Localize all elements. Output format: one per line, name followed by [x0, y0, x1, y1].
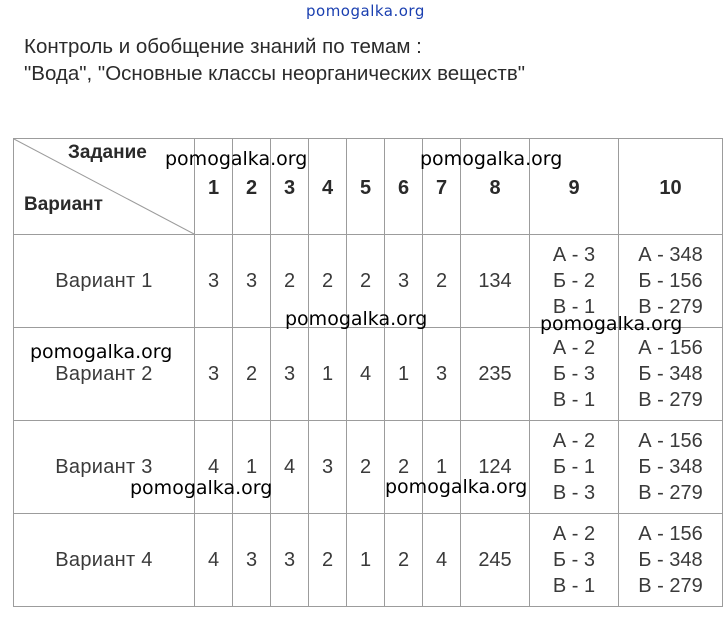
answer-cell-9 — [530, 328, 619, 421]
answer-cell: 1 — [233, 421, 271, 514]
variant-label: Вариант 3 — [14, 421, 195, 514]
corner-header-cell — [14, 139, 195, 235]
answer-cell: 2 — [385, 421, 423, 514]
answer-cell: 134 — [461, 235, 530, 328]
answer-cell: 2 — [309, 235, 347, 328]
watermark: pomogalka.org — [540, 313, 683, 335]
match-line: А - 156 — [638, 430, 703, 452]
answer-cell-10 — [619, 421, 723, 514]
watermark: pomogalka.org — [30, 341, 173, 363]
variant-label: Вариант 1 — [14, 235, 195, 328]
variant-label: Вариант 2 — [14, 328, 195, 421]
answer-cell: 2 — [309, 514, 347, 607]
answer-cell: 1 — [385, 328, 423, 421]
table-row — [14, 235, 723, 328]
answer-cell: 3 — [233, 514, 271, 607]
answer-cell-9 — [530, 421, 619, 514]
table-row — [14, 421, 723, 514]
answer-cell: 2 — [233, 328, 271, 421]
header-row — [14, 139, 723, 235]
match-line: В - 1 — [552, 389, 596, 411]
match-line: Б - 348 — [638, 363, 703, 385]
match-line: А - 2 — [552, 337, 596, 359]
answer-cell: 2 — [271, 235, 309, 328]
match-line: Б - 2 — [552, 270, 596, 292]
answer-cell: 4 — [195, 514, 233, 607]
match-line: А - 348 — [638, 244, 703, 266]
answer-cell: 3 — [385, 235, 423, 328]
column-header: 3 — [271, 139, 309, 235]
column-header: 1 — [195, 139, 233, 235]
match-line: В - 279 — [638, 389, 703, 411]
match-line: В - 3 — [552, 482, 596, 504]
variant-label: Вариант 4 — [14, 514, 195, 607]
column-header: 9 — [530, 139, 619, 235]
corner-variant-label: Вариант — [24, 194, 103, 215]
match-line: Б - 156 — [638, 270, 703, 292]
column-header: 10 — [619, 139, 723, 235]
title-line-2: "Вода", "Основные классы неорганических веществ" — [24, 62, 525, 85]
match-line: В - 1 — [552, 575, 596, 597]
watermark: pomogalka.org — [385, 476, 528, 498]
answer-cell: 4 — [423, 514, 461, 607]
match-line: Б - 1 — [552, 456, 596, 478]
column-header: 8 — [461, 139, 530, 235]
answer-cell-10 — [619, 514, 723, 607]
answer-cell: 3 — [195, 328, 233, 421]
match-line: А - 2 — [552, 430, 596, 452]
column-header: 5 — [347, 139, 385, 235]
answer-cell-9 — [530, 514, 619, 607]
answer-cell: 3 — [271, 514, 309, 607]
answer-cell: 245 — [461, 514, 530, 607]
match-line: В - 279 — [638, 296, 703, 318]
match-line: А - 2 — [552, 523, 596, 545]
answer-cell: 4 — [271, 421, 309, 514]
answer-cell: 2 — [385, 514, 423, 607]
column-header: 4 — [309, 139, 347, 235]
answer-cell: 3 — [423, 328, 461, 421]
column-header: 7 — [423, 139, 461, 235]
answer-cell: 3 — [233, 235, 271, 328]
column-header: 6 — [385, 139, 423, 235]
match-line: В - 1 — [552, 296, 596, 318]
match-line: Б - 3 — [552, 363, 596, 385]
match-line: Б - 348 — [638, 456, 703, 478]
answer-cell: 1 — [347, 514, 385, 607]
corner-task-label: Задание — [68, 142, 147, 163]
match-line: Б - 3 — [552, 549, 596, 571]
answer-cell: 4 — [347, 328, 385, 421]
watermark: pomogalka.org — [165, 148, 308, 170]
answer-cell-9 — [530, 235, 619, 328]
match-line: В - 279 — [638, 575, 703, 597]
table-row — [14, 328, 723, 421]
site-logo[interactable]: pomogalka.org — [306, 2, 425, 20]
answer-cell: 124 — [461, 421, 530, 514]
page-title — [24, 33, 525, 87]
answer-cell: 2 — [347, 421, 385, 514]
answer-cell: 3 — [309, 421, 347, 514]
answer-cell: 235 — [461, 328, 530, 421]
answer-cell: 4 — [195, 421, 233, 514]
answer-cell-10 — [619, 328, 723, 421]
column-header: 2 — [233, 139, 271, 235]
match-line: Б - 348 — [638, 549, 703, 571]
title-line-1: Контроль и обобщение знаний по темам : — [24, 35, 422, 58]
answer-cell: 1 — [423, 421, 461, 514]
match-line: А - 156 — [638, 523, 703, 545]
answer-cell: 2 — [347, 235, 385, 328]
answer-cell: 3 — [271, 328, 309, 421]
answer-cell: 2 — [423, 235, 461, 328]
match-line: А - 156 — [638, 337, 703, 359]
table-row — [14, 514, 723, 607]
watermark: pomogalka.org — [285, 308, 428, 330]
answer-cell-10 — [619, 235, 723, 328]
answers-table — [13, 138, 723, 607]
answer-cell: 3 — [195, 235, 233, 328]
watermark: pomogalka.org — [130, 477, 273, 499]
watermark: pomogalka.org — [420, 148, 563, 170]
match-line: В - 279 — [638, 482, 703, 504]
answer-cell: 1 — [309, 328, 347, 421]
match-line: А - 3 — [552, 244, 596, 266]
